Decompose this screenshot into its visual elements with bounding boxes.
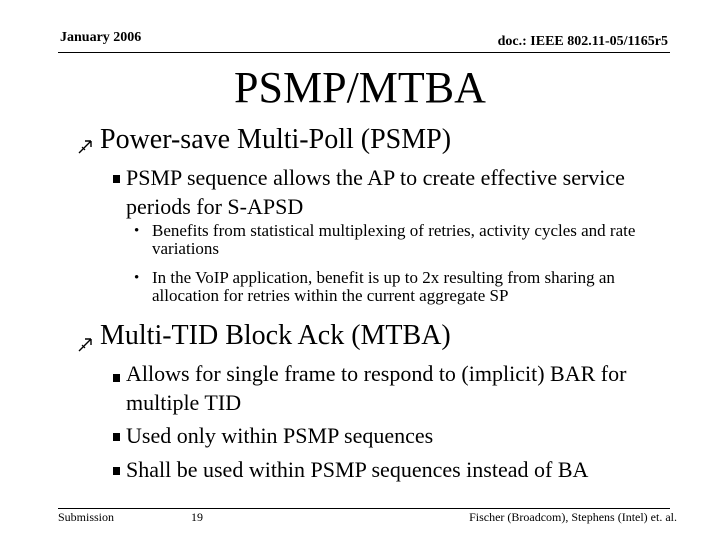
point-instead-of-ba: Shall be used within PSMP sequences instead of BA [126, 457, 589, 482]
dot-bullet-icon: • [134, 270, 140, 286]
footer-authors: Fischer (Broadcom), Stephens (Intel) et. al. [469, 510, 677, 524]
square-bullet-icon [113, 467, 120, 475]
point-used-only-within: Used only within PSMP sequences [126, 423, 434, 448]
subpoint-statistical-multiplexing: Benefits from statistical multiplexing of retries, activity cycles and rate variations [152, 221, 636, 258]
footer-page-number: 19 [191, 510, 203, 524]
square-bullet-icon [113, 433, 120, 441]
footer-submission: Submission [58, 510, 115, 524]
square-bullet-icon [113, 175, 120, 183]
header-date: January 2006 [60, 30, 142, 45]
dot-bullet-icon: • [134, 223, 140, 239]
point-single-frame: Allows for single frame to respond to (implicit) BAR for multiple TID [126, 361, 627, 415]
header-doc-id: doc.: IEEE 802.11-05/1165r5 [497, 34, 668, 49]
subpoint-voip-benefit: In the VoIP application, benefit is up to 2x resulting from sharing an allocation for retries within the current aggregate SP [152, 268, 615, 305]
footer-rule [58, 508, 670, 509]
arrow-bullet-icon [76, 136, 96, 156]
section-heading-mtba: Multi-TID Block Ack (MTBA) [100, 320, 451, 351]
arrow-bullet-icon [76, 334, 96, 354]
section-heading-psmp: Power-save Multi-Poll (PSMP) [100, 124, 452, 155]
header-rule [58, 52, 670, 53]
square-bullet-icon [113, 374, 120, 382]
slide-title: PSMP/MTBA [234, 63, 486, 112]
point-psmp-sequence: PSMP sequence allows the AP to create effective service periods for S-APSD [126, 165, 625, 219]
